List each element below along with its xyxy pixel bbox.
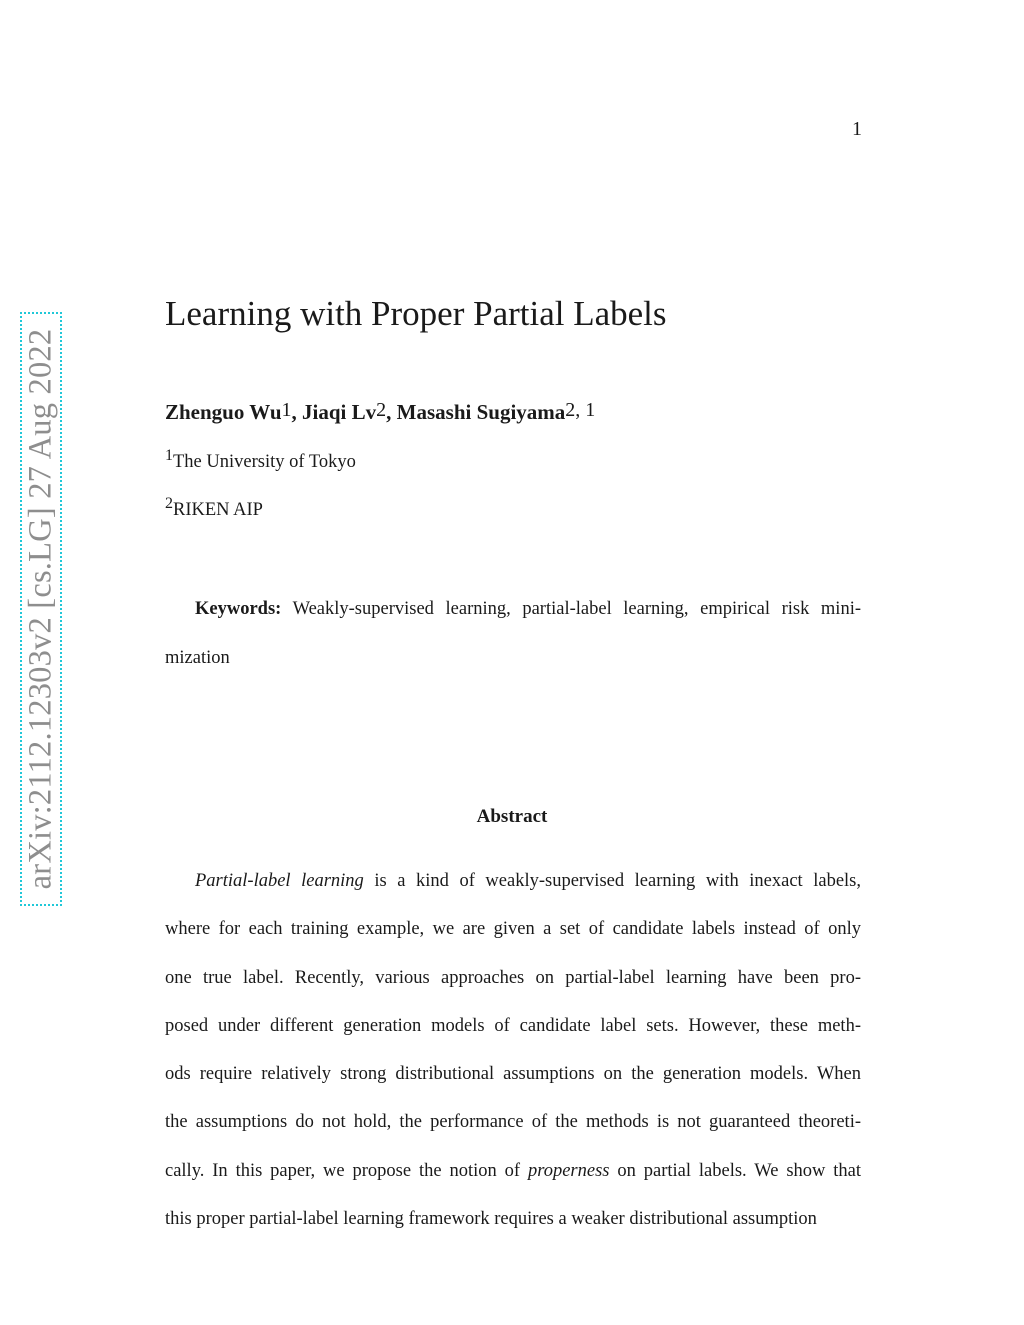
abstract-line: posed under different generation models of candidate label sets. However, these meth-: [165, 1015, 861, 1036]
abstract-line: this proper partial-label learning framework requires a weaker distributional assumption: [165, 1209, 817, 1230]
abstract-heading: Abstract: [476, 806, 548, 827]
author-list: [165, 400, 595, 425]
paper-title: Learning with Proper Partial Labels: [165, 294, 667, 333]
arxiv-identifier-text: arXiv:2112.12303v2 [cs.LG] 27 Aug 2022: [22, 328, 59, 890]
author-name: Zhenguo Wu: [165, 400, 282, 424]
author-separator: ,: [386, 400, 397, 424]
affiliation-mark: 1: [165, 446, 173, 464]
abstract-line: where for each training example, we are given a set of candidate labels instead of only: [165, 919, 861, 940]
abstract-text: on partial labels. We show that: [609, 1160, 862, 1181]
keywords-label: Keywords:: [195, 599, 282, 619]
abstract-text: is a kind of weakly-supervised learning with inexact labels,: [363, 871, 861, 891]
abstract-term-partial-label-learning: Partial-label learning: [195, 871, 364, 891]
abstract-line: one true label. Recently, various approaches on partial-label learning have been pro-: [165, 967, 861, 988]
author-separator: ,: [291, 400, 303, 424]
keywords-block: [165, 585, 861, 683]
affiliation-name: RIKEN AIP: [173, 500, 263, 520]
author-name: Masashi Sugiyama: [396, 400, 566, 424]
author-affiliation-mark: 1: [281, 399, 292, 421]
page-number: 1: [852, 118, 862, 140]
keywords-text: Weakly-supervised learning, partial-label learning, empirical risk mini-: [292, 599, 861, 619]
keywords-line: [165, 585, 861, 634]
affiliation-riken-aip: [165, 494, 263, 521]
abstract-term-properness: properness: [527, 1160, 610, 1181]
affiliation-mark: 2: [165, 494, 173, 512]
affiliation-university-of-tokyo: [165, 446, 356, 473]
author-affiliation-mark: 2: [376, 399, 387, 421]
author-affiliation-mark: 2, 1: [565, 399, 596, 421]
abstract-line: ods require relatively strong distributional assumptions on the generation models. When: [165, 1064, 861, 1085]
abstract-line: the assumptions do not hold, the performance of the methods is not guaranteed theoreti-: [165, 1112, 861, 1133]
abstract-line: [165, 857, 861, 905]
abstract-body: [165, 857, 861, 1243]
affiliation-name: The University of Tokyo: [173, 452, 356, 472]
keywords-line-continued: mization: [165, 648, 230, 668]
author-name: Jiaqi Lv: [302, 400, 377, 424]
abstract-line: [165, 1147, 861, 1195]
abstract-text: cally. In this paper, we propose the notion of: [165, 1160, 528, 1181]
